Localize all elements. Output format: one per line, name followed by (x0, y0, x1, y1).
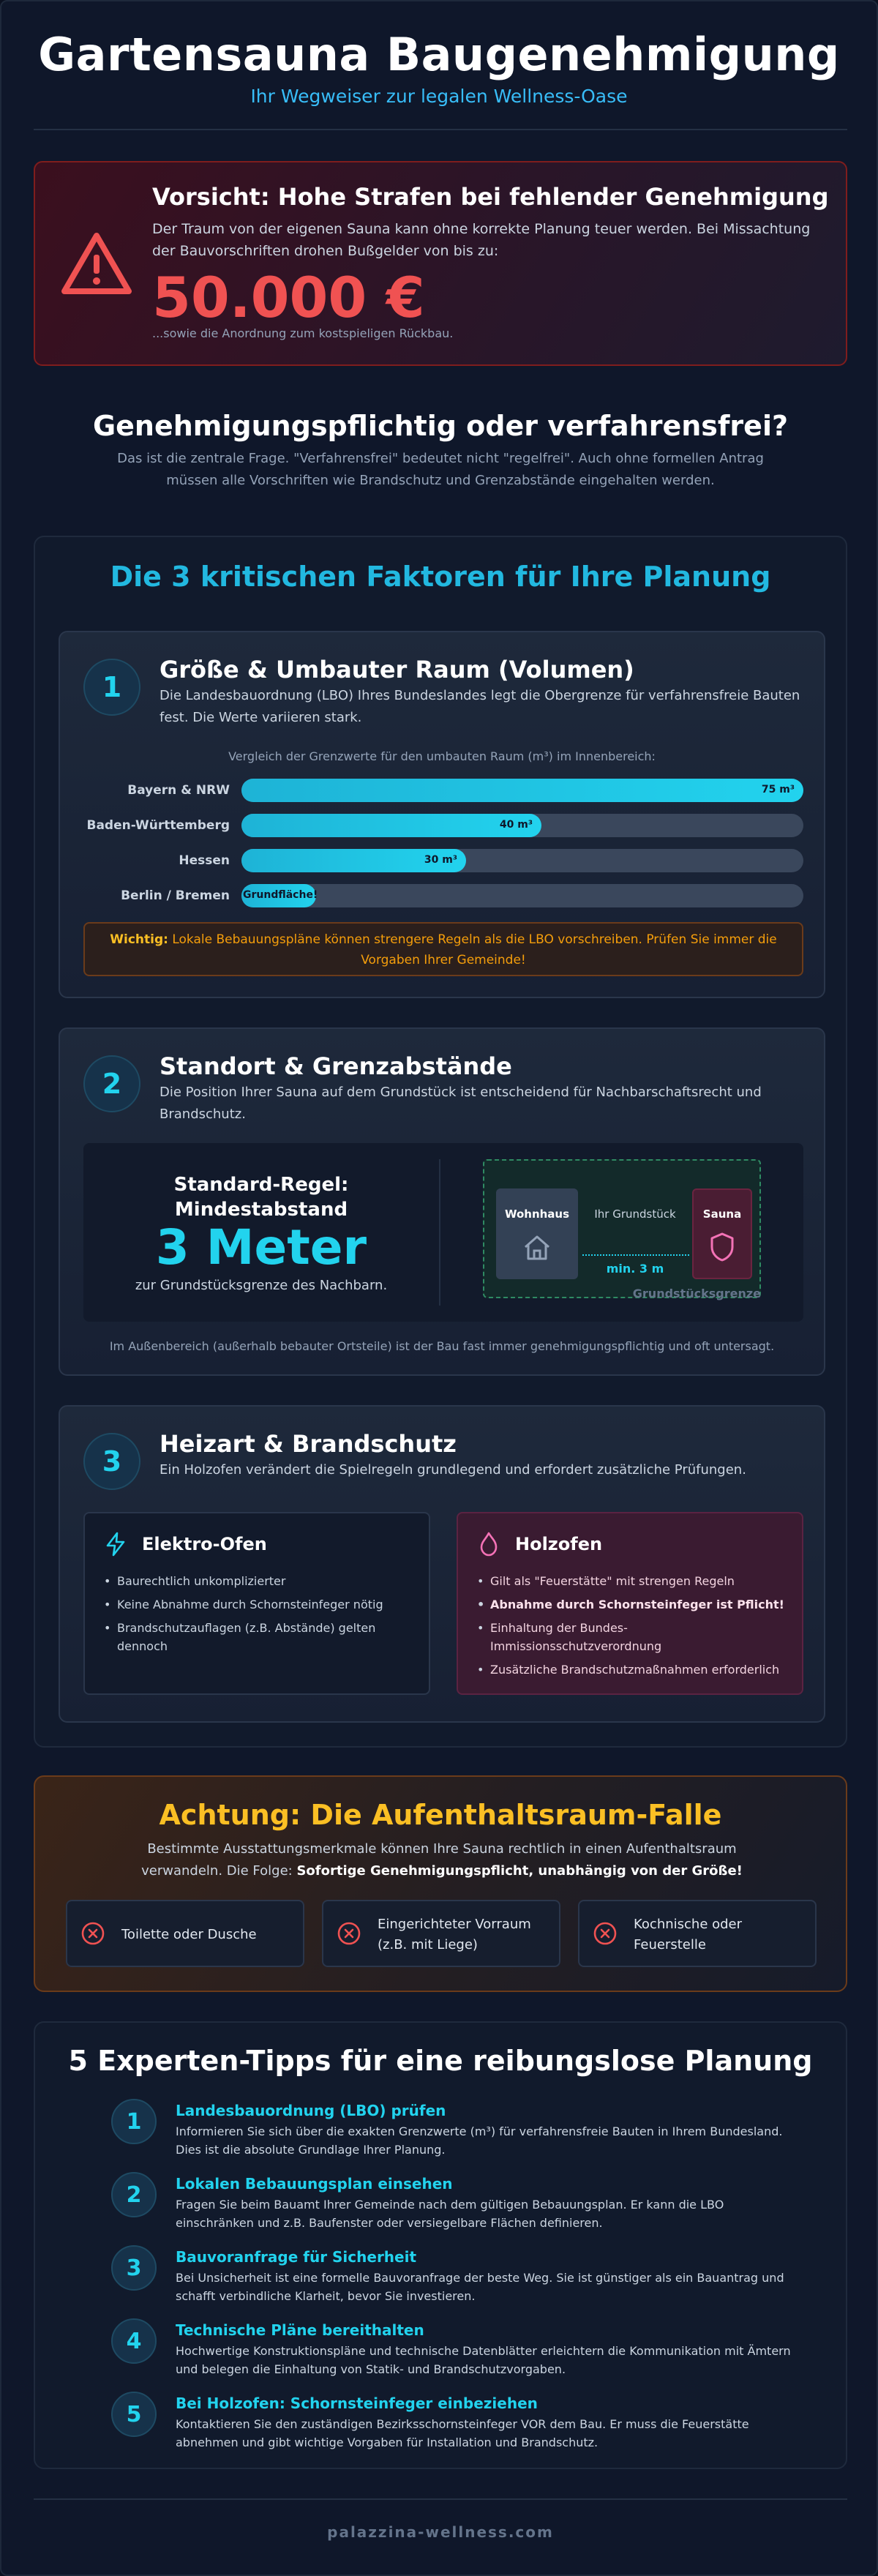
tip-title: Lokalen Bebauungsplan einsehen (176, 2175, 453, 2193)
x-circle-icon (80, 1921, 105, 1946)
shield-icon (708, 1231, 737, 1263)
factor-card-size (59, 631, 825, 998)
important-note (83, 922, 803, 976)
factor-number: 1 (83, 659, 140, 716)
trap-item-toilet (66, 1900, 304, 1967)
tip-text: Hochwertige Konstruktionspläne und technische Datenblätter erleichtern die Kommunikation mit Ämtern und belegen die Einhaltung von Statik- und Brandschutzvorgaben. (176, 2344, 791, 2376)
bar-track (241, 779, 803, 802)
aufenthalt-title: Achtung: Die Aufenthaltsraum-Falle (159, 1799, 722, 1831)
bar-value-label: Grundfläche! (243, 889, 318, 901)
bar-track (241, 849, 803, 872)
tip-item (111, 2318, 791, 2384)
footer-brand[interactable]: palazzina-wellness.com (327, 2523, 554, 2541)
factor-desc: Die Landesbauordnung (LBO) Ihres Bundeslandes legt die Obergrenze für verfahrensfreie Bauten fest. Die Werte variieren stark. (160, 688, 800, 725)
tip-number: 5 (111, 2392, 157, 2437)
bar-value-label: 30 m³ (424, 854, 457, 866)
factor-card-location (59, 1027, 825, 1376)
distance-rule-box (83, 1143, 803, 1322)
list-item: • Abnahme durch Schornsteinfeger ist Pflicht! (476, 1595, 790, 1614)
house-label: Wohnhaus (504, 1208, 570, 1221)
tip-item (111, 2245, 784, 2311)
bar-row (83, 814, 803, 837)
question-title: Genehmigungspflichtig oder verfahrensfrei? (92, 410, 789, 442)
bar-category-label: Hessen (179, 853, 230, 868)
aufenthalt-text (123, 1838, 761, 1882)
rule-title-line: Mindestabstand (174, 1199, 348, 1221)
page-title: Gartensauna Baugenehmigung (38, 28, 840, 81)
rule-sub: zur Grundstücksgrenze des Nachbarn. (135, 1278, 388, 1293)
tip-title: Bauvoranfrage für Sicherheit (176, 2248, 417, 2266)
tip-item (111, 2099, 784, 2165)
tip-text: Kontaktieren Sie den zuständigen Bezirksschornsteinfeger VOR dem Bau. Er muss die Feuerstätte abnehmen und gibt wichtige Vorgaben für Installation und Brandschutz. (176, 2417, 749, 2449)
bar-category-label: Berlin / Bremen (121, 888, 230, 903)
electric-title: Elektro-Ofen (142, 1534, 267, 1554)
trap-item-anteroom (322, 1900, 560, 1967)
list-item: • Gilt als "Feuerstätte" mit strengen Regeln (476, 1572, 790, 1590)
expert-tips (34, 2021, 847, 2469)
factor-number: 2 (83, 1055, 140, 1112)
bar-category-label: Baden-Württemberg (86, 818, 230, 833)
distance-label: min. 3 m (606, 1262, 664, 1276)
distance-rule (83, 1143, 439, 1322)
distance-line (582, 1254, 689, 1256)
list-item: • Zusätzliche Brandschutzmaßnahmen erforderlich (476, 1660, 790, 1679)
lightning-icon (102, 1531, 129, 1557)
factors-title: Die 3 kritischen Faktoren für Ihre Planung (110, 561, 771, 593)
trap-item-kitchen (578, 1900, 817, 1967)
warning-title: Vorsicht: Hohe Strafen bei fehlender Genehmigung (152, 183, 829, 211)
factor-title: Heizart & Brandschutz (160, 1430, 457, 1458)
wood-title: Holzofen (515, 1534, 603, 1554)
bar-row (83, 884, 803, 907)
header-divider (34, 129, 847, 130)
bar-category-label: Bayern & NRW (127, 783, 230, 798)
bar (241, 884, 316, 907)
bar-value-label: 40 m³ (499, 819, 533, 831)
trap-item-label: Eingerichteter Vorraum (z.B. mit Liege) (378, 1917, 531, 1952)
tip-number: 1 (111, 2099, 157, 2144)
sauna-block (692, 1188, 752, 1279)
tip-item (111, 2172, 784, 2238)
aufenthaltsraum-warning (34, 1775, 847, 1992)
bar-row (83, 779, 803, 802)
bar (241, 814, 541, 837)
tip-text: Informieren Sie sich über die exakten Grenzwerte (m³) für verfahrensfreie Bauten in Ihrem Bundesland. Dies ist die absolute Grundlage Ihrer Planung. (176, 2124, 783, 2157)
x-circle-icon (593, 1921, 618, 1946)
rule-title (83, 1172, 439, 1222)
warning-triangle-icon (60, 230, 133, 296)
factor-title: Größe & Umbauter Raum (Volumen) (160, 656, 634, 684)
tip-number: 3 (111, 2245, 157, 2291)
wood-list (476, 1572, 790, 1684)
factor-desc: Die Position Ihrer Sauna auf dem Grundstück ist entscheidend für Nachbarschaftsrecht und Brandschutz. (160, 1085, 762, 1122)
warning-note: ...sowie die Anordnung zum kostspieligen Rückbau. (152, 326, 454, 340)
boundary-label: Grundstücksgrenze (632, 1287, 761, 1300)
bar-track (241, 884, 803, 907)
sauna-label: Sauna (702, 1208, 742, 1221)
header (1, 1, 877, 107)
page-subtitle: Ihr Wegweiser zur legalen Wellness-Oase (250, 86, 628, 107)
bar-track (241, 814, 803, 837)
x-circle-icon (337, 1921, 361, 1946)
bar (241, 849, 466, 872)
wood-oven-box (457, 1512, 803, 1695)
electric-list (102, 1572, 417, 1660)
bar-row (83, 849, 803, 872)
list-item: • Baurechtlich unkomplizierter (102, 1572, 417, 1590)
tip-text: Fragen Sie beim Bauamt Ihrer Gemeinde nach dem gültigen Bebauungsplan. Er kann die LBO einschränken und z.B. Baufenster oder versiegelbare Flächen definieren. (176, 2198, 724, 2230)
tip-title: Landesbauordnung (LBO) prüfen (176, 2102, 446, 2119)
factor-card-heating (59, 1405, 825, 1723)
flame-icon (476, 1531, 502, 1557)
penalty-warning (34, 161, 847, 366)
trap-item-label: Kochnische oder Feuerstelle (634, 1917, 743, 1952)
tip-number: 2 (111, 2172, 157, 2217)
bar-value-label: 75 m³ (761, 784, 795, 795)
factor-number: 3 (83, 1433, 140, 1490)
question-text: Das ist die zentrale Frage. "Verfahrensfrei" bedeutet nicht "regelfrei". Auch ohne formellen Antrag müssen alle Vorschriften wie Brandschutz und Grenzabstände eingehalten werden. (117, 451, 764, 488)
rule-divider (439, 1159, 440, 1306)
tip-number: 4 (111, 2318, 157, 2364)
note-label: Wichtig: (110, 932, 168, 947)
aufenthalt-text-main: Bestimmte Ausstattungsmerkmale können Ihre Sauna rechtlich in einen Aufenthaltsraum verwandeln. Die Folge: (141, 1841, 737, 1879)
rule-title-line: Standard-Regel: (173, 1174, 349, 1196)
trap-item-label: Toilette oder Dusche (121, 1927, 257, 1942)
rule-value: 3 Meter (155, 1219, 367, 1276)
tips-title: 5 Experten-Tipps für eine reibungslose Planung (68, 2045, 813, 2077)
tip-text: Bei Unsicherheit ist eine formelle Bauvoranfrage der beste Weg. Sie ist günstiger als ein Bauantrag und schafft verbindliche Klarheit, bevor Sie investieren. (176, 2271, 784, 2303)
plot-label: Ihr Grundstück (594, 1208, 676, 1221)
house-block (496, 1188, 578, 1279)
tip-title: Bei Holzofen: Schornsteinfeger einbeziehen (176, 2395, 538, 2412)
list-item: • Keine Abnahme durch Schornsteinfeger nötig (102, 1595, 417, 1614)
tip-item (111, 2392, 784, 2457)
warning-text: Der Traum von der eigenen Sauna kann ohne korrekte Planung teuer werden. Bei Missachtung der Bauvorschriften drohen Bußgelder von bis zu: (152, 221, 811, 259)
footer-divider (34, 2498, 847, 2500)
note-text: Lokale Bebauungspläne können strengere Regeln als die LBO vorschreiben. Prüfen Sie immer die Vorgaben Ihrer Gemeinde! (168, 932, 777, 967)
bar (241, 779, 803, 802)
fine-amount: 50.000 € (152, 265, 425, 330)
factors-section (34, 536, 847, 1748)
plot-diagram (483, 1159, 761, 1298)
tip-title: Technische Pläne bereithalten (176, 2321, 424, 2339)
list-item: • Einhaltung der Bundes-Immissionsschutzverordnung (476, 1619, 790, 1655)
factor-title: Standort & Grenzabstände (160, 1052, 512, 1080)
home-icon (521, 1231, 553, 1263)
list-item: • Brandschutzauflagen (z.B. Abstände) gelten dennoch (102, 1619, 417, 1655)
aufenthalt-text-strong: Sofortige Genehmigungspflicht, unabhängig von der Größe! (296, 1863, 743, 1879)
location-footnote: Im Außenbereich (außerhalb bebauter Ortsteile) ist der Bau fast immer genehmigungspflichtig und oft untersagt. (109, 1339, 775, 1353)
factor-desc: Ein Holzofen verändert die Spielregeln grundlegend und erfordert zusätzliche Prüfungen. (160, 1462, 746, 1478)
chart-caption: Vergleich der Grenzwerte für den umbauten Raum (m³) im Innenbereich: (228, 749, 656, 763)
electric-oven-box (83, 1512, 430, 1695)
